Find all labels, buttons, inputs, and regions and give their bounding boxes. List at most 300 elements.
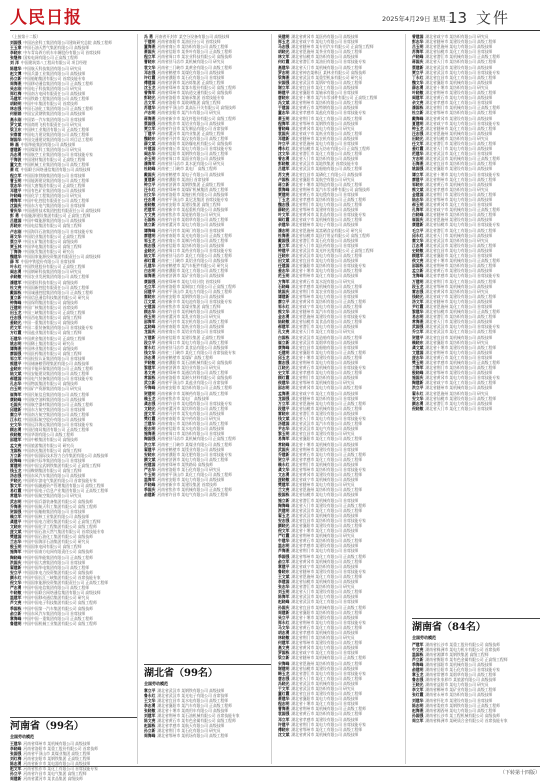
person-name: 贺立平 bbox=[278, 456, 290, 462]
person-name: 雷永红 bbox=[144, 344, 156, 350]
person-name: 翟玉龙 bbox=[278, 512, 290, 518]
person-name: 龚志强 bbox=[144, 400, 156, 406]
person-affiliation: 湖北省荆门市 某机械有限公司 正高级工程师 bbox=[425, 105, 500, 111]
person-name: 程海军 bbox=[278, 120, 290, 126]
person-affiliation: 河南省开封市 某发电有限公司 高级技师 bbox=[157, 410, 225, 416]
person-name: 段建平 bbox=[278, 405, 290, 411]
person-affiliation: 湖北省潜江市 某机械有限公司 正高级工程师 bbox=[425, 54, 500, 60]
person-name: 高文亮 bbox=[278, 645, 290, 651]
person-affiliation: 湖北省宜昌市 某磷化工有限公司 高级技师 bbox=[291, 171, 363, 177]
person-affiliation: 河南省郑州市 某机械有限公司 高级技师 bbox=[23, 740, 91, 746]
person-affiliation: 湖北省黄冈市 某医药有限公司 高级技师 bbox=[291, 34, 359, 39]
person-affiliation: 湖北省黄冈市 某电力有限公司 研究员 bbox=[291, 125, 355, 131]
person-affiliation: 中国华润有限公司 高级工程师 bbox=[23, 432, 74, 438]
person-affiliation: 中国鞍钢集团有限公司 高级工程师 bbox=[23, 467, 82, 473]
person-name: 余建华 bbox=[278, 222, 290, 228]
person-name: 贾建明 bbox=[278, 191, 290, 197]
list-item bbox=[278, 732, 402, 737]
person-name: 毛立军 bbox=[144, 283, 156, 289]
person-affiliation: 湖北省随州市 某纺织有限公司 高级工程师 bbox=[425, 212, 497, 218]
person-name: 阎志华 bbox=[144, 151, 156, 157]
person-name: 李志勇 bbox=[144, 702, 156, 708]
person-affiliation: 河南省平顶山市 某煤业集团 高级工程师 bbox=[23, 750, 91, 756]
person-affiliation: 湖北省咸宁市 某纺织有限公司 高级技师 bbox=[291, 563, 359, 569]
person-affiliation: 湖北省荆门市 某纺织有限公司 研究员 bbox=[291, 635, 355, 641]
person-affiliation: 河南省新乡市 某电池有限公司 首席技能专家 bbox=[157, 298, 232, 304]
person-affiliation: 湖北省恩施州 某电力有限公司 高级技师 bbox=[425, 44, 493, 50]
person-affiliation: 河南省开封市 某仪表有限公司 高级工程师 bbox=[157, 135, 229, 141]
person-affiliation: 湖北省咸宁市 某电力有限公司 首席技能专家 bbox=[425, 120, 500, 126]
person-name: 范文军 bbox=[10, 325, 22, 331]
person-affiliation: 湖北省黄冈市 某纺织有限公司 正高级工程师 bbox=[291, 298, 366, 304]
person-affiliation: 河南省南阳市 某中药有限公司 研究员 bbox=[157, 416, 221, 422]
person-name: 汪志强 bbox=[412, 130, 424, 136]
person-affiliation: 湖北省随州市 某纺织有限公司 首席技师 bbox=[291, 395, 359, 401]
person-affiliation: 河南省焦作市 某化工有限公司 首席技能专家 bbox=[23, 765, 98, 771]
person-affiliation: 河南省洛阳市 某玻璃集团 高级工程师 bbox=[157, 100, 221, 106]
person-name: 夏建明 bbox=[412, 120, 424, 126]
person-name: 周建新 bbox=[278, 609, 290, 615]
person-affiliation: 河南省南阳市 某油田分公司 首席技师 bbox=[157, 39, 221, 45]
person-affiliation: 湖北省宜昌市 某化工有限公司 高级工程师 bbox=[425, 74, 497, 80]
person-affiliation: 河南省安阳市 某纺织有限公司 正高级工程师 bbox=[157, 385, 232, 391]
person-affiliation: 河南省商丘市 某纺织有限公司 高级工程师 bbox=[157, 421, 229, 427]
person-name: 胡晓光 bbox=[278, 49, 290, 55]
person-affiliation: 河南省平顶山市 某盐业有限公司 首席技师 bbox=[157, 380, 229, 386]
person-name: 金建国 bbox=[412, 191, 424, 197]
person-affiliation: 湖北省随州市 某建设有限公司 高级工程师 bbox=[425, 39, 497, 45]
person-affiliation: 湖北省武汉市 某锅炉有限公司 高级工程师 bbox=[291, 79, 363, 85]
person-affiliation: 河南省安阳市 某钢铁有限公司 高级技师 bbox=[157, 293, 225, 299]
person-affiliation: 河南省驻马店市 某化工有限公司 高级工程师 bbox=[157, 253, 232, 259]
province-section bbox=[412, 618, 540, 723]
person-name: 金晓东 bbox=[10, 366, 22, 372]
person-affiliation: 湖北省潜江市 某纺织有限公司 研究员 bbox=[291, 584, 355, 590]
person-name: 贺国强 bbox=[10, 508, 22, 514]
person-affiliation: 中国中国兵器装备集团有限公司 高级技师 bbox=[23, 498, 93, 504]
person-affiliation: 中国东风汽车集团有限公司 首席技师 bbox=[23, 610, 86, 616]
person-affiliation: 河南省许昌市 某烟草有限公司 高级工程师 bbox=[157, 217, 229, 223]
person-affiliation: 河南省三门峡市 某黄金有限公司 高级工程师 bbox=[157, 64, 232, 70]
section-subheading: 全国劳动模范 bbox=[144, 681, 168, 686]
person-affiliation: 湖北省宜昌市 某机械有限公司 高级技师 bbox=[425, 334, 493, 340]
person-name: 蒋海燕 bbox=[144, 115, 156, 121]
person-name: 万立军 bbox=[278, 400, 290, 406]
person-name: 白国栋 bbox=[278, 334, 290, 340]
person-affiliation: 湖北省十堰市 某建设有限公司 高级技师 bbox=[291, 614, 359, 620]
person-name: 江志勇 bbox=[412, 242, 424, 248]
person-affiliation: 河南省郑州市 某通信有限公司 高级工程师 bbox=[157, 370, 229, 376]
person-name: 洪建明 bbox=[278, 507, 290, 513]
person-name: 段海峰 bbox=[10, 457, 22, 463]
person-affiliation: 河南省许昌市 某电气集团 高级工程师 bbox=[23, 771, 87, 777]
person-affiliation: 湖北省襄阳市 某航空有限公司 研究员 bbox=[291, 176, 355, 182]
person-name: 鲁晓东 bbox=[278, 568, 290, 574]
person-name: 章玉龙 bbox=[412, 672, 424, 678]
person-name: 陶海峰 bbox=[278, 502, 290, 508]
person-affiliation: 湖北省武汉市 某光电子有限公司 首席技师 bbox=[157, 692, 229, 698]
person-name: 毛国庆 bbox=[10, 401, 22, 407]
person-name: 毛建明 bbox=[278, 349, 290, 355]
person-affiliation: 河南省商丘市 某制冷有限公司 高级工程师 bbox=[157, 237, 229, 243]
person-name: 施立新 bbox=[278, 497, 290, 503]
person-name: 许立平 bbox=[278, 140, 290, 146]
person-affiliation: 中国中国电子科技集团有限公司 高级工程师 bbox=[23, 600, 97, 606]
person-affiliation: 湖北省随州市 某建设有限公司 首席技能专家 bbox=[291, 568, 366, 574]
person-name: 崔立新 bbox=[278, 339, 290, 345]
person-name: 庞晓敏 bbox=[278, 477, 290, 483]
person-affiliation: 湖北省黄冈市 某电力有限公司 高级技师 bbox=[291, 645, 359, 651]
person-name: 倪晓敏 bbox=[412, 405, 424, 411]
person-name: 安立平 bbox=[10, 569, 22, 575]
person-affiliation: 湖南省怀化市 某建设有限公司 首席技师 bbox=[425, 697, 493, 703]
person-affiliation: 中国中国大唐集团有限公司 首席技师 bbox=[23, 559, 86, 565]
person-affiliation: 湖北省十堰市 某化工有限公司 首席技师 bbox=[291, 701, 359, 707]
person-affiliation: 湖北省天门市 某电力有限公司 高级技师 bbox=[425, 146, 493, 152]
person-affiliation: 中国西电集团有限公司 高级工程师 bbox=[23, 315, 82, 321]
person-name: 白玉明 bbox=[10, 386, 22, 392]
person-name: 蔡立平 bbox=[10, 238, 22, 244]
person-name: 江晓光 bbox=[278, 365, 290, 371]
person-affiliation: 湖北省孝感市 某机械有限公司 正高级工程师 bbox=[425, 360, 500, 365]
person-name: 潘国栋 bbox=[412, 105, 424, 111]
person-name: 丁海涛 bbox=[10, 248, 22, 254]
person-affiliation: 湖南省郴州市 某矿业有限公司 高级工程师 bbox=[425, 687, 497, 693]
person-affiliation: 中国五矿集团有限公司 高级技师 bbox=[23, 238, 78, 244]
person-name: 李文军 bbox=[412, 687, 424, 693]
person-name: 许晓峰 bbox=[10, 192, 22, 198]
person-name: 萧国庆 bbox=[144, 49, 156, 55]
person-affiliation: 中国农业发展集团有限公司 高级工程师 bbox=[23, 274, 90, 280]
person-affiliation: 中国第一汽车集团有限公司 首席技师 bbox=[23, 116, 86, 122]
person-name: 崔海燕 bbox=[144, 273, 156, 279]
person-affiliation: 湖北省随州市 某机械有限公司 高级技师 bbox=[425, 385, 493, 391]
person-affiliation: 河南省三门峡市 某煤业有限公司 高级工程师 bbox=[157, 441, 232, 447]
person-affiliation: 中国民航信息集团有限公司 高级工程师 bbox=[23, 391, 90, 397]
person-affiliation: 中国中煤能源集团有限公司 高级技师 bbox=[23, 218, 86, 224]
list-item bbox=[412, 406, 537, 411]
person-name: 唐建新 bbox=[10, 147, 22, 153]
person-affiliation: 湖北省随州市 某汽车有限公司 高级技师 bbox=[291, 309, 359, 315]
person-affiliation: 湖北省荆州市 某机械有限公司 研究员 bbox=[291, 533, 355, 539]
person-name: 赵晓峰 bbox=[278, 599, 290, 605]
page-section-name: 文件 bbox=[476, 9, 511, 27]
person-affiliation: 河南省洛阳市 某铜加工有限公司 正高级工程师 bbox=[157, 283, 236, 289]
person-affiliation: 中国铝业集团有限公司 正高级工程师 bbox=[23, 233, 86, 239]
person-name: 于建国 bbox=[278, 105, 290, 111]
person-name: 季国栋 bbox=[10, 605, 22, 611]
person-affiliation: 湖北省宜昌市 某电力有限公司 高级技师 bbox=[291, 258, 359, 264]
person-name: 叶永红 bbox=[10, 264, 22, 270]
person-affiliation: 中国南光集团有限公司 高级工程师 bbox=[23, 447, 82, 453]
person-affiliation: 湖北省恩施州 某电力有限公司 正高级工程师 bbox=[291, 400, 366, 406]
person-name: 姜晓光 bbox=[10, 320, 22, 326]
person-affiliation: 湖北省咸宁市 某机械有限公司 高级工程师 bbox=[291, 217, 363, 223]
person-affiliation: 湖北省鄂州市 某纺织有限公司 首席技能专家 bbox=[291, 466, 366, 472]
person-affiliation: 湖北省荆门市 某化工有限公司 高级工程师 bbox=[291, 115, 363, 121]
person-name: 顾志勇 bbox=[10, 427, 22, 433]
person-affiliation: 河南省焦作市 某轮胎有限公司 研究员 bbox=[157, 212, 221, 218]
person-affiliation: 中国石油天然气集团有限公司 高级技师 bbox=[23, 45, 90, 51]
person-affiliation: 河南省周口市 某药业有限公司 首席技能专家 bbox=[157, 247, 232, 253]
person-affiliation: 湖北省咸宁市 某机械有限公司 高级技师 bbox=[291, 477, 359, 483]
person-affiliation: 中国国家能源投资集团有限责任公司 正高级工程师 bbox=[23, 580, 109, 586]
person-affiliation: 湖北省武汉市 某钢铁有限公司 高级技师 bbox=[157, 687, 225, 693]
person-affiliation: 中国信息通信科技集团有限公司 研究员 bbox=[23, 294, 90, 300]
person-affiliation: 湖北省黄石市 某纺织有限公司 高级工程师 bbox=[291, 538, 363, 544]
person-name: 贾立军 bbox=[144, 125, 156, 131]
person-name: 韩建平 bbox=[278, 90, 290, 96]
person-affiliation: 中国华电集团有限公司 高级工程师 bbox=[23, 243, 82, 249]
person-affiliation: 中国二重装备集团有限公司 首席技能专家 bbox=[23, 325, 93, 331]
person-name: 侯玉明 bbox=[144, 314, 156, 320]
person-name: 邱玉龙 bbox=[278, 354, 290, 360]
person-affiliation: 湖北省潜江市 某电力有限公司 高级技师 bbox=[425, 400, 493, 406]
person-name: 牛文亮 bbox=[412, 646, 424, 652]
person-name: 王玉章 bbox=[10, 45, 22, 51]
person-affiliation: 湖北省武汉市 某机械有限公司 正高级工程师 bbox=[425, 156, 500, 162]
person-name: 孔海军 bbox=[412, 207, 424, 213]
person-name: 姚国庆 bbox=[278, 288, 290, 294]
person-affiliation: 中国中国第一汽车集团有限公司 高级技师 bbox=[23, 605, 93, 611]
person-affiliation: 湖北省宜昌市 某化工有限公司 高级技师 bbox=[291, 84, 359, 90]
person-name: 田文华 bbox=[144, 191, 156, 197]
person-name: 易志明 bbox=[412, 314, 424, 320]
person-name: 孙立新 bbox=[144, 728, 156, 734]
person-name: 林志强 bbox=[10, 106, 22, 112]
person-name: 黎建华 bbox=[412, 309, 424, 315]
person-affiliation: 湖北省荆州市 某电力有限公司 高级技师 bbox=[425, 349, 493, 355]
list-item bbox=[144, 492, 268, 497]
person-affiliation: 湖北省随州市 某电力有限公司 研究员 bbox=[291, 482, 355, 488]
person-name: 文志勇 bbox=[278, 472, 290, 478]
person-name: 董红霞 bbox=[278, 691, 290, 697]
person-affiliation: 湖北省荆门市 某电力有限公司 高级工程师 bbox=[291, 202, 363, 208]
person-affiliation: 湖北省武汉市 某电力有限公司 高级工程师 bbox=[291, 253, 363, 259]
person-name: 刘 洋 bbox=[10, 60, 19, 66]
person-name: 白晓峰 bbox=[412, 212, 424, 218]
list-item bbox=[144, 733, 271, 738]
person-affiliation: 湖北省武汉市 某烟草有限公司 高级技师 bbox=[291, 339, 359, 345]
person-affiliation: 河南省郑州市 某电力设计院 首席技师 bbox=[157, 278, 221, 284]
person-affiliation: 河南省周口市 某纺织有限公司 首席技师 bbox=[157, 431, 225, 437]
person-affiliation: 湖北省荆州市 某纺织有限公司 高级工程师 bbox=[291, 100, 363, 106]
person-affiliation: 中国中粮集团有限公司 高级技师 bbox=[23, 437, 78, 443]
person-name: 吴建明 bbox=[278, 34, 290, 39]
person-affiliation: 河南省开封市 某农机有限公司 高级工程师 bbox=[157, 319, 229, 325]
person-affiliation: 中国中国联合网络通信集团有限公司 高级技师 bbox=[23, 590, 101, 596]
person-affiliation: 河南省濮阳市 某化肥有限公司 首席技能专家 bbox=[157, 451, 232, 457]
person-name: 倪建国 bbox=[144, 461, 156, 467]
person-name: 万建明 bbox=[412, 278, 424, 284]
person-name: 薛 军 bbox=[10, 259, 19, 265]
person-affiliation: 湖南省常德市 某烟草有限公司 高级工程师 bbox=[425, 672, 497, 678]
person-name: 孔建华 bbox=[144, 263, 156, 269]
person-name: 史文军 bbox=[278, 370, 290, 376]
person-affiliation: 湖北省宜昌市 某纺织有限公司 首席技能专家 bbox=[291, 517, 366, 523]
person-affiliation: 河南省新乡市 某制药有限公司 高级工程师 bbox=[157, 390, 229, 396]
masthead-logo: 人民日报 bbox=[10, 8, 82, 28]
person-name: 翟永红 bbox=[412, 390, 424, 396]
person-name: 孙国强 bbox=[412, 712, 424, 718]
person-name: 洪国庆 bbox=[10, 559, 22, 565]
person-name: 邹晓东 bbox=[412, 181, 424, 187]
person-name: 龚文华 bbox=[278, 466, 290, 472]
person-name: 刘建华 bbox=[412, 697, 424, 703]
person-name: 章立平 bbox=[144, 687, 156, 693]
person-affiliation: 湖北省孝感市 某电力有限公司 首席技能专家 bbox=[425, 273, 500, 279]
person-affiliation: 中国旅游集团有限公司 研究员 bbox=[23, 442, 74, 448]
person-affiliation: 湖北省恩施州 某建设有限公司 高级技师 bbox=[425, 217, 493, 223]
person-affiliation: 河南省郑州市 某客车股份有限公司 高级工程师 bbox=[157, 84, 236, 90]
person-affiliation: 湖北省武汉市 某机械有限公司 高级技师 bbox=[291, 680, 359, 686]
person-name: 史文华 bbox=[10, 422, 22, 428]
person-name: 陆晓敏 bbox=[278, 319, 290, 325]
person-name: 谢国华 bbox=[10, 136, 22, 142]
person-name: 安晓东 bbox=[144, 451, 156, 457]
person-affiliation: 中国航天科技集团有限公司 研究员 bbox=[23, 65, 82, 71]
person-name: 侯建华 bbox=[278, 380, 290, 386]
person-name: 贺建平 bbox=[412, 334, 424, 340]
person-name: 金志勇 bbox=[278, 314, 290, 320]
person-name: 江永红 bbox=[10, 417, 22, 423]
person-name: 林文军 bbox=[278, 54, 290, 60]
person-affiliation: 湖北省仙桃市 某纺织有限公司 研究员 bbox=[425, 135, 489, 141]
person-affiliation: 湖北省襄阳市 某汽车有限公司 正高级工程师 bbox=[157, 702, 232, 708]
person-name: 樊建军 bbox=[278, 482, 290, 488]
person-name: 袁国强 bbox=[278, 711, 290, 717]
person-name: 康国强 bbox=[144, 278, 156, 284]
page-number: 13 bbox=[448, 9, 468, 27]
person-affiliation: 河南省焦作市 某铝业有限公司 高级技师 bbox=[157, 120, 225, 126]
person-name: 方文亮 bbox=[144, 212, 156, 218]
person-name: 方海军 bbox=[278, 278, 290, 284]
person-name: 黎文军 bbox=[10, 483, 22, 489]
person-name: 严红霞 bbox=[278, 533, 290, 539]
person-affiliation: 湖北省鄂州市 某电力有限公司 高级技师 bbox=[425, 197, 493, 202]
person-affiliation: 中国一重集团有限公司 高级技师 bbox=[23, 320, 78, 326]
person-affiliation: 湖北省宜昌市 某船舶有限公司 首席技师 bbox=[291, 344, 359, 350]
person-affiliation: 湖北省天门市 某化工有限公司 首席技师 bbox=[425, 405, 493, 411]
person-name: 曹晓东 bbox=[144, 59, 156, 65]
person-affiliation: 湖北省襄阳市 某纺织有限公司 首席技能专家 bbox=[291, 263, 366, 269]
person-affiliation: 湖北省咸宁市 某化工有限公司 高级技师 bbox=[291, 390, 359, 396]
person-affiliation: 湖北省孝感市 某化工有限公司 高级工程师 bbox=[291, 456, 363, 462]
person-affiliation: 中国远洋海运集团有限公司 首席技能专家 bbox=[23, 422, 93, 428]
person-affiliation: 中国东方航空集团有限公司 首席技师 bbox=[23, 406, 86, 412]
person-name: 冯文斌 bbox=[278, 100, 290, 106]
section-subheading: 全国劳动模范 bbox=[412, 635, 436, 640]
person-affiliation: 湖北省十堰市 某化工有限公司 高级技师 bbox=[291, 528, 359, 534]
person-name: 邓建新 bbox=[278, 135, 290, 141]
person-name: 尹红霞 bbox=[412, 303, 424, 309]
person-name: 曾建国 bbox=[412, 34, 424, 39]
person-name: 薛志勇 bbox=[412, 84, 424, 90]
person-name: 郝建国 bbox=[10, 376, 22, 382]
person-affiliation: 河南省周口市 某农业科技有限公司 高级技师 bbox=[157, 54, 232, 60]
person-affiliation: 中国国家铁路集团有限公司 首席技师 bbox=[23, 172, 86, 178]
person-affiliation: 湖北省武汉市 某造船有限公司 高级工程师 bbox=[291, 334, 363, 340]
person-name: 陈文亮 bbox=[144, 718, 156, 724]
person-name: 戴国强 bbox=[278, 237, 290, 243]
person-affiliation: 湖北省武汉市 某电力有限公司 首席技能专家 bbox=[425, 69, 500, 75]
person-name: 丁建平 bbox=[144, 130, 156, 136]
person-name: 张国强 bbox=[10, 750, 22, 756]
person-affiliation: 湖北省鄂州市 某电力有限公司 首席技师 bbox=[291, 293, 359, 299]
person-name: 严志勇 bbox=[10, 585, 22, 591]
person-name: 罗国栋 bbox=[278, 650, 290, 656]
person-affiliation: 中国中国长江三峡集团有限公司 首席技能专家 bbox=[23, 574, 101, 580]
person-name: 邵国栋 bbox=[412, 263, 424, 269]
person-affiliation: 湖北省潜江市 某纺织有限公司 高级工程师 bbox=[425, 314, 497, 320]
person-name: 乔建新 bbox=[278, 451, 290, 457]
person-affiliation: 湖北省荆门市 某纺织有限公司 高级工程师 bbox=[425, 365, 497, 371]
person-affiliation: 河南省濮阳市 某油田 首席技师 bbox=[157, 176, 210, 182]
person-affiliation: 中国安能建设集团有限公司 高级工程师 bbox=[23, 371, 90, 377]
person-name: 周海峰 bbox=[144, 733, 156, 739]
person-name: 章海峰 bbox=[10, 615, 22, 621]
person-name: 夏立新 bbox=[10, 294, 22, 300]
person-name: 卢晓峰 bbox=[412, 54, 424, 60]
person-affiliation: 湖北省武汉市 某建设有限公司 高级工程师 bbox=[425, 242, 497, 248]
person-affiliation: 湖北省潜江市 某化工有限公司 高级工程师 bbox=[425, 227, 497, 233]
person-name: 叶建国 bbox=[144, 146, 156, 152]
person-name: 陈海军 bbox=[278, 594, 290, 600]
person-affiliation: 湖北省荆门市 某纺织有限公司 高级技师 bbox=[291, 375, 359, 381]
person-affiliation: 湖北省十堰市 某电力有限公司 高级工程师 bbox=[291, 268, 363, 274]
person-affiliation: 河南省济源市 某矿业有限公司 高级技师 bbox=[157, 273, 225, 279]
person-affiliation: 湖北省黄冈市 某化工有限公司 首席技师 bbox=[425, 202, 493, 208]
person-name: 俞立新 bbox=[10, 610, 22, 616]
person-name: 程志明 bbox=[278, 701, 290, 707]
person-affiliation: 湖北省襄阳市 某纺织有限公司 高级工程师 bbox=[291, 609, 363, 615]
person-name: 侯晓敏 bbox=[10, 432, 22, 438]
person-affiliation: 中国商用飞机有限责任公司 研究员 bbox=[23, 121, 82, 127]
person-name: 武国强 bbox=[412, 324, 424, 330]
person-name: 马建军 bbox=[10, 96, 22, 102]
person-affiliation: 湖北省咸宁市 某机械有限公司 正高级工程师 bbox=[425, 207, 500, 213]
person-name: 黎玉明 bbox=[278, 431, 290, 437]
person-affiliation: 湖北省宜昌市 某纺织有限公司 高级工程师 bbox=[425, 161, 497, 167]
person-name: 薛文斌 bbox=[144, 140, 156, 146]
person-name: 吕玉明 bbox=[412, 44, 424, 50]
person-affiliation: 湖北省武汉市 某电气有限公司 高级技师 bbox=[291, 426, 359, 432]
person-name: 乔立军 bbox=[412, 329, 424, 335]
person-affiliation: 湖北省随州市 某电力有限公司 高级技师 bbox=[425, 298, 493, 304]
person-name: 于海波 bbox=[10, 157, 22, 163]
person-name: 谭立军 bbox=[412, 171, 424, 177]
person-affiliation: 湖北省荆州市 某电力有限公司 高级技师 bbox=[291, 360, 359, 365]
person-affiliation: 河南省新乡市 某建设集团 首席技师 bbox=[157, 482, 217, 488]
person-name: 张晓敏 bbox=[144, 707, 156, 713]
person-name: 安文华 bbox=[412, 395, 424, 401]
person-affiliation: 河南省焦作市 某机械有限公司 正高级工程师 bbox=[157, 487, 232, 493]
person-name: 赵文军 bbox=[10, 765, 22, 771]
person-affiliation: 湖北省荆门市 某建设有限公司 高级工程师 bbox=[425, 191, 497, 197]
person-name: 顾红霞 bbox=[278, 375, 290, 381]
person-name: 董文杰 bbox=[10, 162, 22, 168]
person-affiliation: 湖北省天门市 某医药有限公司 首席技师 bbox=[291, 242, 359, 248]
person-name: 彭 勇 bbox=[10, 213, 19, 219]
person-affiliation: 湖南省永州市 某纺织有限公司 高级技师 bbox=[425, 692, 493, 698]
person-name: 武志明 bbox=[10, 498, 22, 504]
person-affiliation: 河南省信阳市 某纺织有限公司 高级技师 bbox=[157, 242, 225, 248]
person-name: 秦立平 bbox=[10, 411, 22, 417]
person-affiliation: 河南省鹤壁市 某电子有限公司 高级技师 bbox=[157, 171, 225, 177]
person-affiliation: 湖北省随州市 某电子有限公司 高级技师 bbox=[291, 222, 359, 228]
person-name: 杜海燕 bbox=[278, 232, 290, 238]
person-affiliation: 湖北省天门市 某纺织有限公司 高级技师 bbox=[291, 156, 359, 162]
